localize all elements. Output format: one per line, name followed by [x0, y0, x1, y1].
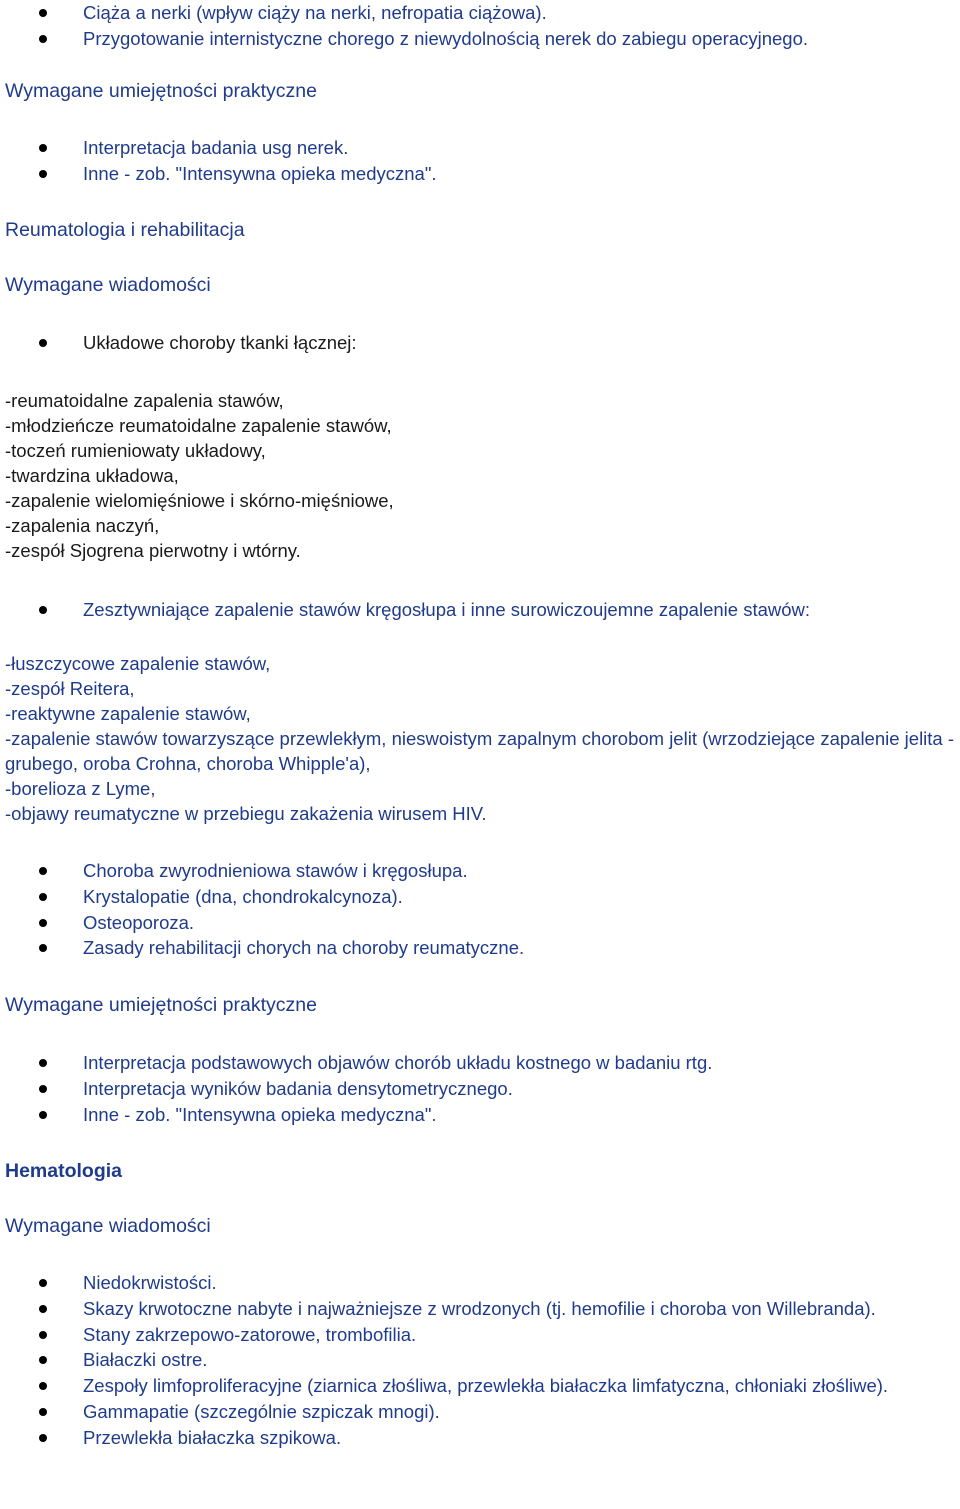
- hematology-list: [0, 1270, 960, 1451]
- list-item: Zasady rehabilitacji chorych na choroby reumatyczne.: [0, 935, 960, 961]
- list-item: -objawy reumatyczne w przebiegu zakażenia wirusem HIV.: [5, 803, 487, 824]
- list-item: Przygotowanie internistyczne chorego z niewydolnością nerek do zabiegu operacyjnego.: [0, 26, 960, 52]
- section-heading: Hematologia: [5, 1160, 123, 1182]
- list-item: -łuszczycowe zapalenie stawów,: [5, 653, 271, 674]
- list-item: -zapalenie wielomięśniowe i skórno-mięśniowe,: [5, 490, 394, 511]
- spondyloarthropathy-list: [0, 651, 960, 826]
- list-item: Interpretacja podstawowych objawów chorób układu kostnego w badaniu rtg.: [0, 1050, 960, 1076]
- list-item: Interpretacja wyników badania densytometrycznego.: [0, 1076, 960, 1102]
- list-item: -reumatoidalne zapalenia stawów,: [5, 390, 284, 411]
- list-item: -reaktywne zapalenie stawów,: [5, 703, 251, 724]
- list-item: -toczeń rumieniowaty układowy,: [5, 440, 266, 461]
- list-item: Inne - zob. "Intensywna opieka medyczna".: [0, 161, 960, 187]
- list-item: Ciąża a nerki (wpływ ciąży na nerki, nefropatia ciążowa).: [0, 0, 960, 26]
- list-item: -zespół Reitera,: [5, 678, 135, 699]
- list-item: Choroba zwyrodnieniowa stawów i kręgosłupa.: [0, 858, 960, 884]
- reum-bullet-list: [0, 597, 960, 623]
- skills-list: [0, 135, 960, 187]
- list-item: -zapalenia naczyń,: [5, 515, 160, 536]
- top-list: [0, 0, 960, 52]
- list-item: Przewlekła białaczka szpikowa.: [0, 1425, 960, 1451]
- list-item: -młodzieńcze reumatoidalne zapalenie stawów,: [5, 415, 392, 436]
- list-item: Białaczki ostre.: [0, 1347, 960, 1373]
- list-item: -twardzina układowa,: [5, 465, 179, 486]
- section-subheading: Wymagane wiadomości: [5, 1215, 211, 1237]
- connective-tissue-list: [0, 388, 960, 563]
- list-item: Skazy krwotoczne nabyte i najważniejsze z wrodzonych (tj. hemofilie i choroba von Willebranda).: [0, 1296, 960, 1322]
- list-item: Zesztywniające zapalenie stawów kręgosłupa i inne surowiczoujemne zapalenie stawów:: [0, 597, 960, 623]
- list-item: Interpretacja badania usg nerek.: [0, 135, 960, 161]
- list-item: Gammapatie (szczególnie szpiczak mnogi).: [0, 1399, 960, 1425]
- reum-bullet-list: [0, 330, 960, 356]
- list-item: Krystalopatie (dna, chondrokalcynoza).: [0, 884, 960, 910]
- skills-list: [0, 1050, 960, 1127]
- list-item: Układowe choroby tkanki łącznej:: [0, 330, 960, 356]
- section-subheading: Wymagane umiejętności praktyczne: [5, 80, 317, 102]
- list-item: -borelioza z Lyme,: [5, 778, 156, 799]
- section-heading: Reumatologia i rehabilitacja: [5, 219, 245, 241]
- list-item: Stany zakrzepowo-zatorowe, trombofilia.: [0, 1322, 960, 1348]
- section-subheading: Wymagane wiadomości: [5, 274, 211, 296]
- list-item: Zespoły limfoproliferacyjne (ziarnica złośliwa, przewlekła białaczka limfatyczna, chłoniaki złośliwe).: [0, 1373, 960, 1399]
- list-item: -zespół Sjogrena pierwotny i wtórny.: [5, 540, 301, 561]
- list-item: Osteoporoza.: [0, 910, 960, 936]
- reum-more-list: [0, 858, 960, 961]
- list-item: Inne - zob. "Intensywna opieka medyczna".: [0, 1102, 960, 1128]
- list-item: -zapalenie stawów towarzyszące przewlekłym, nieswoistym zapalnym chorobom jelit (wrzodziejące zapalenie jelita -grubego, oroba Crohna, choroba Whipple'a),: [5, 728, 955, 774]
- section-subheading: Wymagane umiejętności praktyczne: [5, 994, 317, 1016]
- list-item: Niedokrwistości.: [0, 1270, 960, 1296]
